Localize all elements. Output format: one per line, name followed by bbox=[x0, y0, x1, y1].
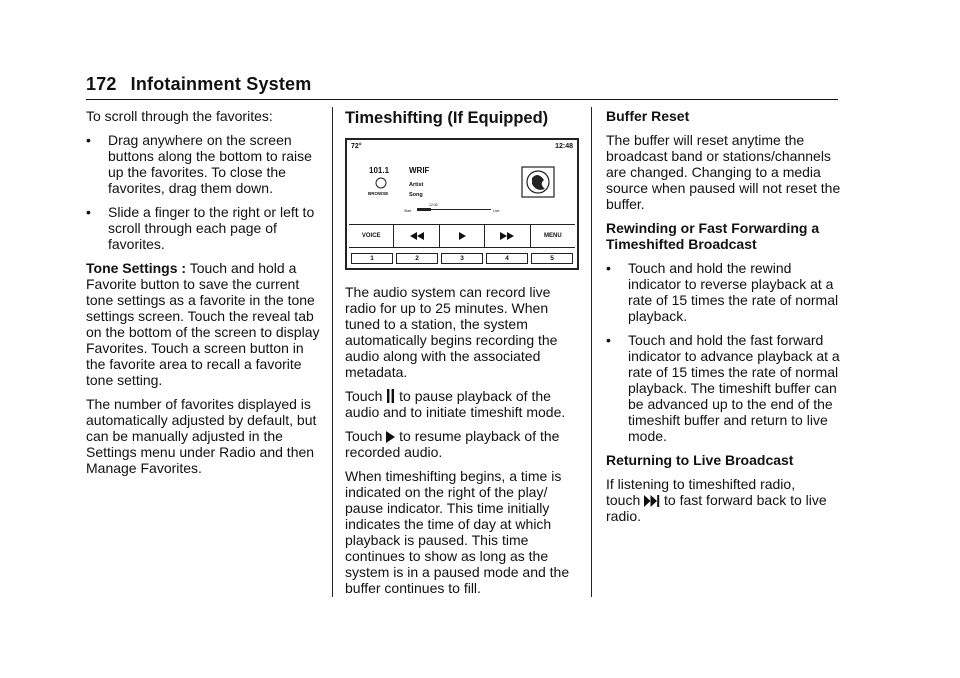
frequency-label: 101.1 bbox=[369, 166, 390, 175]
play-icon bbox=[458, 232, 466, 240]
pause-instruction bbox=[345, 388, 581, 420]
scroll-intro: To scroll through the favorites: bbox=[86, 108, 273, 124]
buffer-live-label: Live bbox=[493, 209, 500, 213]
play-instruction bbox=[345, 428, 581, 460]
playback-button-row bbox=[349, 224, 575, 248]
page-header bbox=[86, 74, 311, 95]
return-live-line2: to fast forward back to live radio. bbox=[606, 492, 827, 524]
artist-label: Artist bbox=[409, 182, 424, 188]
rewind-button[interactable] bbox=[394, 225, 439, 247]
list-item bbox=[606, 332, 842, 444]
browse-label: BROWSE bbox=[368, 191, 389, 196]
play-instruction-text: to resume playback of the recorded audio. bbox=[345, 428, 560, 460]
return-live-line1: If listening to timeshifted radio, bbox=[606, 476, 796, 492]
fast-forward-button[interactable] bbox=[485, 225, 530, 247]
tone-settings-paragraph bbox=[86, 260, 322, 388]
touch-word: Touch bbox=[345, 388, 383, 404]
favorites-row bbox=[351, 253, 573, 264]
song-label: Song bbox=[409, 192, 423, 198]
return-live-heading: Returning to Live Broadcast bbox=[606, 452, 794, 468]
header-rule bbox=[86, 99, 838, 100]
timeshift-time: 12:30 bbox=[429, 203, 438, 207]
return-live-text bbox=[606, 476, 842, 524]
voice-button[interactable] bbox=[349, 225, 394, 247]
play-icon bbox=[386, 431, 395, 443]
column-1 bbox=[86, 108, 322, 484]
list-item bbox=[86, 204, 322, 252]
favorite-label: 4 bbox=[505, 254, 509, 262]
timeshifting-heading: Timeshifting (If Equipped) bbox=[345, 109, 549, 127]
buffer-reset-text: The buffer will reset anytime the broadcast band or stations/channels are changed. Changing to a media source when paused will not reset the buffer. bbox=[606, 132, 841, 212]
pause-icon bbox=[386, 389, 395, 403]
buffer-start-label: Start bbox=[404, 209, 412, 213]
album-art-icon bbox=[521, 166, 555, 198]
pause-instruction-text: to pause playback of the audio and to initiate timeshift mode. bbox=[345, 388, 566, 420]
favorite-button-3[interactable] bbox=[441, 253, 483, 264]
favorite-label: 3 bbox=[460, 254, 464, 262]
fast-forward-icon bbox=[500, 232, 514, 240]
touch-word: touch bbox=[606, 492, 641, 508]
menu-button[interactable] bbox=[531, 225, 575, 247]
favorite-button-1[interactable] bbox=[351, 253, 393, 264]
bullet-marker: • bbox=[86, 132, 91, 148]
page-number: 172 bbox=[86, 74, 117, 94]
favorite-button-4[interactable] bbox=[486, 253, 528, 264]
favorite-button-5[interactable] bbox=[531, 253, 573, 264]
voice-label: VOICE bbox=[361, 233, 381, 239]
column-2 bbox=[345, 108, 581, 604]
favorite-label: 2 bbox=[415, 254, 419, 262]
list-item bbox=[606, 260, 842, 324]
tone-settings-text: Touch and hold a Favorite button to save the current tone settings as a favorite in the tone settings screen. Touch the reveal tab on the bottom of the screen to display Favorites. Touch a screen button in the favorite area to recall a favorite tone setting. bbox=[86, 260, 320, 388]
radio-screen-figure bbox=[345, 138, 579, 270]
favorites-count-paragraph: The number of favorites displayed is automatically adjusted by default, but can be manually adjusted in the Settings menu under Radio and then Manage Favorites. bbox=[86, 396, 317, 476]
timeshift-time-paragraph: When timeshifting begins, a time is indicated on the right of the play/ pause indicator. This time initially indicates the time of day at which playback is paused. This time continues to show as long as the system is in a paused mode and the buffer continues to fill. bbox=[345, 468, 570, 596]
rewind-ff-heading: Rewinding or Fast Forwarding a Timeshifted Broadcast bbox=[606, 220, 820, 252]
bullet-text: Drag anywhere on the screen buttons along the bottom to raise up the favorites. To close the favorites, drag them down. bbox=[108, 132, 312, 196]
play-button[interactable] bbox=[440, 225, 485, 247]
skip-to-live-icon bbox=[644, 495, 660, 507]
list-item bbox=[86, 132, 322, 196]
bullet-marker: • bbox=[606, 260, 611, 276]
bullet-text: Slide a finger to the right or left to scroll through each page of favorites. bbox=[108, 204, 315, 252]
browse-icon bbox=[375, 177, 387, 189]
bullet-text: Touch and hold the rewind indicator to reverse playback at a rate of 15 times the rate of normal playback. bbox=[628, 260, 839, 324]
column-divider-2 bbox=[591, 107, 592, 597]
favorite-button-2[interactable] bbox=[396, 253, 438, 264]
temperature-readout: 72° bbox=[351, 143, 362, 150]
station-name: WRIF bbox=[409, 166, 430, 175]
tone-settings-label: Tone Settings : bbox=[86, 260, 187, 276]
bullet-marker: • bbox=[86, 204, 91, 220]
buffer-bar-fill bbox=[417, 208, 431, 211]
rewind-icon bbox=[410, 232, 424, 240]
column-3 bbox=[606, 108, 842, 532]
touch-word: Touch bbox=[345, 428, 383, 444]
bullet-text: Touch and hold the fast forward indicator to advance playback at a rate of 15 times the rate of normal playback. The timeshift buffer can be advanced up to the end of the timeshift buffer and return to live mode. bbox=[628, 332, 840, 444]
bullet-marker: • bbox=[606, 332, 611, 348]
favorite-label: 5 bbox=[550, 254, 554, 262]
favorite-label: 1 bbox=[370, 254, 374, 262]
buffer-reset-heading: Buffer Reset bbox=[606, 108, 690, 124]
column-divider-1 bbox=[332, 107, 333, 597]
clock-readout: 12:48 bbox=[555, 143, 573, 150]
page-title: Infotainment System bbox=[130, 74, 312, 94]
menu-label: MENU bbox=[543, 233, 562, 239]
timeshift-intro: The audio system can record live radio for up to 25 minutes. When tuned to a station, the system automatically begins recording the audio along with the associated metadata. bbox=[345, 284, 558, 380]
